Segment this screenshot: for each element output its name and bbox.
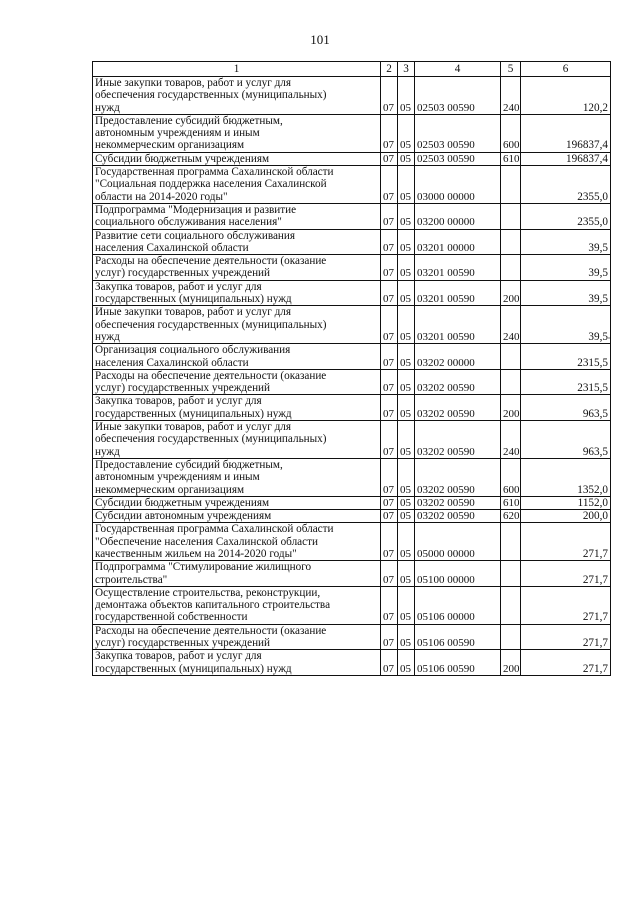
scan-artifact	[608, 337, 610, 339]
row-target-article: 02503 00590	[415, 77, 501, 115]
row-subsection: 05	[398, 561, 415, 587]
page-number: 101	[310, 32, 330, 47]
table-row	[93, 586, 611, 624]
row-target-article: 03201 00590	[415, 280, 501, 306]
row-section: 07	[381, 650, 398, 676]
row-target-article: 05100 00000	[415, 561, 501, 587]
row-section: 07	[381, 77, 398, 115]
row-expense-type: 600	[501, 458, 521, 496]
row-amount: 200,0	[521, 510, 611, 523]
row-expense-type: 610	[501, 496, 521, 509]
header-col-4: 4	[415, 62, 501, 77]
table-row	[93, 203, 611, 229]
row-expense-type: 200	[501, 650, 521, 676]
row-subsection: 05	[398, 203, 415, 229]
row-section: 07	[381, 152, 398, 165]
row-target-article: 03000 00000	[415, 166, 501, 204]
budget-table	[92, 61, 611, 676]
row-target-article: 02503 00590	[415, 152, 501, 165]
row-target-article: 05106 00000	[415, 586, 501, 624]
row-amount: 963,5	[521, 395, 611, 421]
row-name: Государственная программа Сахалинской области "Социальная поддержка населения Сахалинской области на 2014-2020 годы"	[93, 166, 381, 204]
row-name: Иные закупки товаров, работ и услуг для обеспечения государственных (муниципальных) нужд	[93, 306, 381, 344]
row-subsection: 05	[398, 624, 415, 650]
row-amount: 271,7	[521, 561, 611, 587]
row-subsection: 05	[398, 395, 415, 421]
row-name: Закупка товаров, работ и услуг для государственных (муниципальных) нужд	[93, 395, 381, 421]
row-name: Субсидии бюджетным учреждениям	[93, 496, 381, 509]
table-row	[93, 255, 611, 281]
row-section: 07	[381, 523, 398, 561]
header-col-3: 3	[398, 62, 415, 77]
table-row	[93, 395, 611, 421]
row-name: Подпрограмма "Стимулирование жилищного строительства"	[93, 561, 381, 587]
table-header-row	[93, 62, 611, 77]
row-target-article: 03202 00590	[415, 421, 501, 459]
row-expense-type: 610	[501, 152, 521, 165]
row-target-article: 03202 00000	[415, 344, 501, 370]
row-name: Субсидии бюджетным учреждениям	[93, 152, 381, 165]
row-expense-type	[501, 203, 521, 229]
row-subsection: 05	[398, 650, 415, 676]
row-name: Субсидии автономным учреждениям	[93, 510, 381, 523]
row-subsection: 05	[398, 421, 415, 459]
row-section: 07	[381, 496, 398, 509]
row-section: 07	[381, 421, 398, 459]
row-amount: 39,5	[521, 306, 611, 344]
table-row	[93, 510, 611, 523]
row-amount: 2355,0	[521, 203, 611, 229]
row-target-article: 03202 00590	[415, 395, 501, 421]
row-section: 07	[381, 255, 398, 281]
row-section: 07	[381, 114, 398, 152]
row-amount: 271,7	[521, 624, 611, 650]
row-amount: 120,2	[521, 77, 611, 115]
row-expense-type	[501, 523, 521, 561]
row-amount: 963,5	[521, 421, 611, 459]
row-section: 07	[381, 561, 398, 587]
row-subsection: 05	[398, 77, 415, 115]
row-name: Иные закупки товаров, работ и услуг для обеспечения государственных (муниципальных) нужд	[93, 77, 381, 115]
row-name: Подпрограмма "Модернизация и развитие социального обслуживания населения"	[93, 203, 381, 229]
row-expense-type: 240	[501, 77, 521, 115]
row-subsection: 05	[398, 255, 415, 281]
row-name: Осуществление строительства, реконструкции, демонтажа объектов капитального строительства государственной собственности	[93, 586, 381, 624]
row-section: 07	[381, 510, 398, 523]
row-section: 07	[381, 344, 398, 370]
row-amount: 196837,4	[521, 152, 611, 165]
row-target-article: 05106 00590	[415, 624, 501, 650]
row-subsection: 05	[398, 458, 415, 496]
row-name: Организация социального обслуживания населения Сахалинской области	[93, 344, 381, 370]
row-amount: 196837,4	[521, 114, 611, 152]
row-expense-type	[501, 166, 521, 204]
row-subsection: 05	[398, 344, 415, 370]
row-section: 07	[381, 229, 398, 255]
row-expense-type	[501, 586, 521, 624]
row-name: Расходы на обеспечение деятельности (оказание услуг) государственных учреждений	[93, 369, 381, 395]
row-expense-type	[501, 255, 521, 281]
row-section: 07	[381, 458, 398, 496]
row-subsection: 05	[398, 496, 415, 509]
row-target-article: 02503 00590	[415, 114, 501, 152]
row-name: Предоставление субсидий бюджетным, автономным учреждениям и иным некоммерческим организациям	[93, 114, 381, 152]
row-section: 07	[381, 306, 398, 344]
row-amount: 1352,0	[521, 458, 611, 496]
row-name: Предоставление субсидий бюджетным, автономным учреждениям и иным некоммерческим организациям	[93, 458, 381, 496]
table-row	[93, 561, 611, 587]
header-col-6: 6	[521, 62, 611, 77]
row-subsection: 05	[398, 586, 415, 624]
row-expense-type	[501, 229, 521, 255]
table-body	[93, 77, 611, 676]
header-col-1: 1	[93, 62, 381, 77]
row-subsection: 05	[398, 152, 415, 165]
row-subsection: 05	[398, 166, 415, 204]
row-name: Расходы на обеспечение деятельности (оказание услуг) государственных учреждений	[93, 255, 381, 281]
row-subsection: 05	[398, 229, 415, 255]
row-target-article: 03202 00590	[415, 369, 501, 395]
table-row	[93, 344, 611, 370]
row-expense-type: 240	[501, 306, 521, 344]
table-row	[93, 114, 611, 152]
row-subsection: 05	[398, 280, 415, 306]
row-section: 07	[381, 203, 398, 229]
row-name: Закупка товаров, работ и услуг для государственных (муниципальных) нужд	[93, 280, 381, 306]
row-target-article: 05000 00000	[415, 523, 501, 561]
row-amount: 39,5	[521, 255, 611, 281]
table-row	[93, 650, 611, 676]
row-expense-type: 600	[501, 114, 521, 152]
row-amount: 39,5	[521, 280, 611, 306]
table-row	[93, 306, 611, 344]
row-amount: 2315,5	[521, 369, 611, 395]
table-row	[93, 369, 611, 395]
row-subsection: 05	[398, 510, 415, 523]
row-amount: 2355,0	[521, 166, 611, 204]
row-expense-type	[501, 624, 521, 650]
row-target-article: 03202 00590	[415, 496, 501, 509]
row-name: Расходы на обеспечение деятельности (оказание услуг) государственных учреждений	[93, 624, 381, 650]
row-target-article: 03201 00000	[415, 229, 501, 255]
row-subsection: 05	[398, 369, 415, 395]
row-expense-type: 200	[501, 280, 521, 306]
row-section: 07	[381, 624, 398, 650]
row-expense-type: 200	[501, 395, 521, 421]
row-amount: 1152,0	[521, 496, 611, 509]
row-target-article: 03200 00000	[415, 203, 501, 229]
table-row	[93, 280, 611, 306]
row-target-article: 03202 00590	[415, 458, 501, 496]
row-subsection: 05	[398, 114, 415, 152]
row-expense-type	[501, 344, 521, 370]
row-amount: 39,5	[521, 229, 611, 255]
row-amount: 271,7	[521, 650, 611, 676]
row-expense-type	[501, 561, 521, 587]
table-row	[93, 496, 611, 509]
table-row	[93, 458, 611, 496]
row-section: 07	[381, 166, 398, 204]
header-col-2: 2	[381, 62, 398, 77]
row-name: Развитие сети социального обслуживания населения Сахалинской области	[93, 229, 381, 255]
row-target-article: 03201 00590	[415, 306, 501, 344]
row-amount: 271,7	[521, 523, 611, 561]
table-row	[93, 624, 611, 650]
row-subsection: 05	[398, 523, 415, 561]
row-amount: 2315,5	[521, 344, 611, 370]
table-row	[93, 523, 611, 561]
table-row	[93, 229, 611, 255]
row-name: Закупка товаров, работ и услуг для государственных (муниципальных) нужд	[93, 650, 381, 676]
row-section: 07	[381, 369, 398, 395]
row-section: 07	[381, 395, 398, 421]
row-section: 07	[381, 586, 398, 624]
table-row	[93, 421, 611, 459]
row-target-article: 03202 00590	[415, 510, 501, 523]
row-name: Государственная программа Сахалинской области "Обеспечение населения Сахалинской области качественным жильем на 2014-2020 годы"	[93, 523, 381, 561]
row-target-article: 03201 00590	[415, 255, 501, 281]
table-row	[93, 77, 611, 115]
row-amount: 271,7	[521, 586, 611, 624]
header-col-5: 5	[501, 62, 521, 77]
row-name: Иные закупки товаров, работ и услуг для обеспечения государственных (муниципальных) нужд	[93, 421, 381, 459]
row-expense-type: 620	[501, 510, 521, 523]
table-row	[93, 166, 611, 204]
row-expense-type: 240	[501, 421, 521, 459]
row-expense-type	[501, 369, 521, 395]
table-row	[93, 152, 611, 165]
row-target-article: 05106 00590	[415, 650, 501, 676]
row-subsection: 05	[398, 306, 415, 344]
row-section: 07	[381, 280, 398, 306]
